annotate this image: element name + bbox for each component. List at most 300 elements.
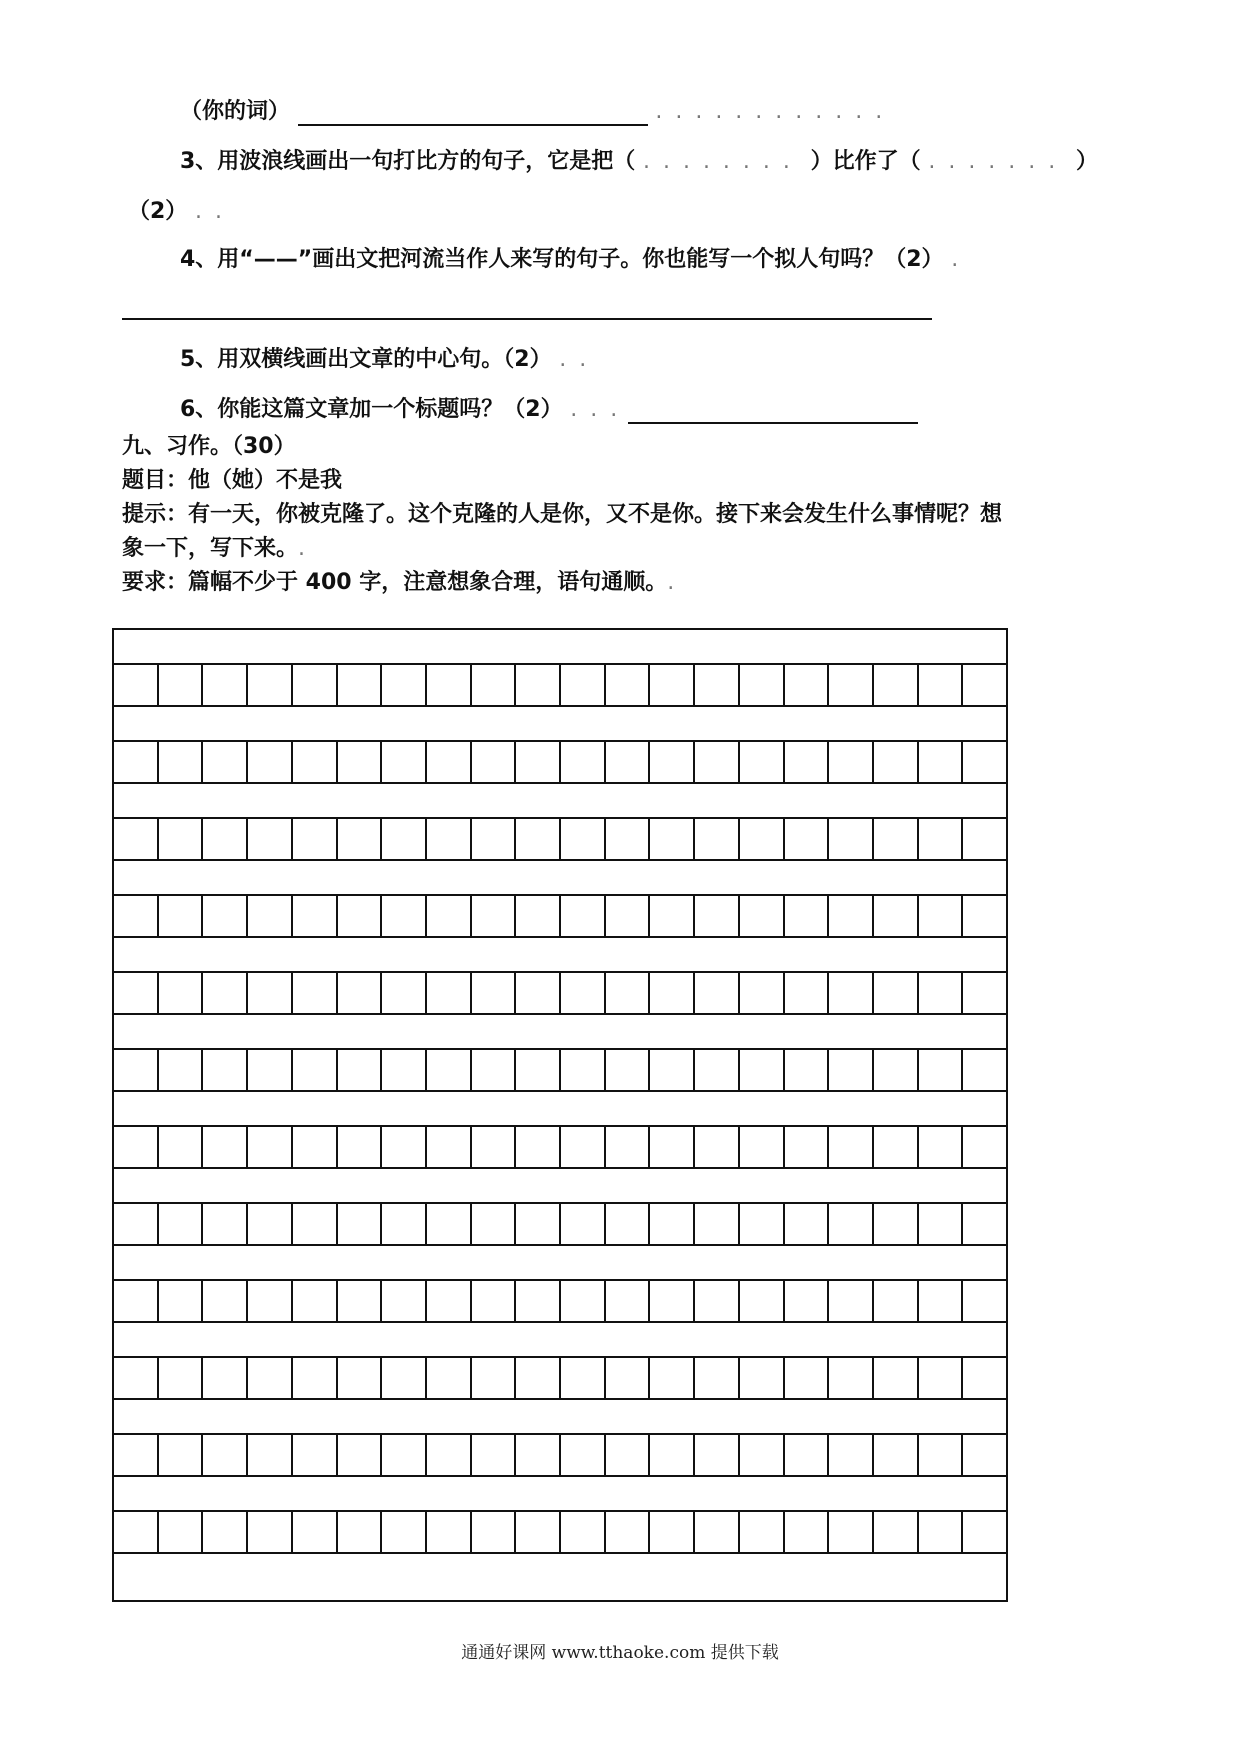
grid-cell[interactable] bbox=[338, 1204, 383, 1244]
grid-cell[interactable] bbox=[561, 819, 606, 859]
grid-cell[interactable] bbox=[606, 973, 651, 1013]
grid-cell[interactable] bbox=[203, 1512, 248, 1552]
grid-cell[interactable] bbox=[650, 1204, 695, 1244]
grid-cell[interactable] bbox=[516, 896, 561, 936]
grid-cell[interactable] bbox=[740, 819, 785, 859]
dot-leader: . . . bbox=[570, 397, 621, 422]
grid-cell[interactable] bbox=[293, 1204, 338, 1244]
grid-cell[interactable] bbox=[919, 896, 964, 936]
grid-cell[interactable] bbox=[829, 1435, 874, 1475]
grid-cell[interactable] bbox=[695, 1281, 740, 1321]
grid-cell[interactable] bbox=[740, 973, 785, 1013]
grid-cell[interactable] bbox=[695, 1127, 740, 1167]
grid-cell[interactable] bbox=[695, 819, 740, 859]
grid-cell[interactable] bbox=[427, 1281, 472, 1321]
dot-leader: . . . . . . . . . . . . bbox=[655, 99, 886, 124]
grid-cell[interactable] bbox=[203, 1358, 248, 1398]
grid-cell[interactable] bbox=[159, 1358, 204, 1398]
grid-row bbox=[114, 665, 1006, 707]
grid-row bbox=[114, 1050, 1006, 1092]
grid-cell[interactable] bbox=[516, 1512, 561, 1552]
grid-cell[interactable] bbox=[650, 1512, 695, 1552]
grid-cell[interactable] bbox=[963, 1050, 1006, 1090]
grid-cell[interactable] bbox=[114, 819, 159, 859]
grid-cell[interactable] bbox=[606, 1435, 651, 1475]
grid-cell[interactable] bbox=[874, 973, 919, 1013]
grid-cell[interactable] bbox=[203, 819, 248, 859]
grid-cell[interactable] bbox=[114, 1127, 159, 1167]
grid-cell[interactable] bbox=[606, 896, 651, 936]
grid-cell[interactable] bbox=[785, 819, 830, 859]
grid-cell[interactable] bbox=[472, 819, 517, 859]
grid-cell[interactable] bbox=[516, 1281, 561, 1321]
grid-cell[interactable] bbox=[695, 973, 740, 1013]
grid-cell[interactable] bbox=[114, 1204, 159, 1244]
grid-cell[interactable] bbox=[740, 896, 785, 936]
grid-cell[interactable] bbox=[516, 1435, 561, 1475]
grid-cell[interactable] bbox=[338, 1358, 383, 1398]
question-5 bbox=[180, 346, 589, 374]
grid-cell[interactable] bbox=[338, 819, 383, 859]
grid-cell[interactable] bbox=[472, 1204, 517, 1244]
grid-cell[interactable] bbox=[740, 1512, 785, 1552]
grid-cell[interactable] bbox=[919, 1512, 964, 1552]
essay-requirement bbox=[122, 568, 677, 598]
essay-title: 题目：他（她）不是我 bbox=[122, 468, 343, 493]
grid-cell[interactable] bbox=[427, 973, 472, 1013]
grid-cell[interactable] bbox=[919, 1204, 964, 1244]
grid-cell[interactable] bbox=[159, 1050, 204, 1090]
grid-cell[interactable] bbox=[159, 1512, 204, 1552]
grid-cell[interactable] bbox=[650, 1050, 695, 1090]
grid-cell[interactable] bbox=[606, 1127, 651, 1167]
grid-cell[interactable] bbox=[472, 1127, 517, 1167]
grid-cell[interactable] bbox=[472, 1050, 517, 1090]
grid-cell[interactable] bbox=[114, 973, 159, 1013]
grid-cell[interactable] bbox=[293, 1050, 338, 1090]
grid-cell[interactable] bbox=[203, 973, 248, 1013]
grid-cell[interactable] bbox=[919, 819, 964, 859]
grid-row bbox=[114, 1127, 1006, 1169]
grid-cell[interactable] bbox=[248, 742, 293, 782]
grid-cell[interactable] bbox=[785, 1281, 830, 1321]
grid-cell[interactable] bbox=[740, 1050, 785, 1090]
grid-cell[interactable] bbox=[427, 1358, 472, 1398]
grid-cell[interactable] bbox=[740, 665, 785, 705]
grid-cell[interactable] bbox=[248, 1512, 293, 1552]
grid-cell[interactable] bbox=[740, 1204, 785, 1244]
grid-cell[interactable] bbox=[561, 1435, 606, 1475]
grid-cell[interactable] bbox=[382, 1435, 427, 1475]
grid-cell[interactable] bbox=[561, 1358, 606, 1398]
grid-spacer-row bbox=[114, 1092, 1006, 1127]
grid-cell[interactable] bbox=[650, 665, 695, 705]
grid-cell[interactable] bbox=[874, 896, 919, 936]
grid-cell[interactable] bbox=[829, 819, 874, 859]
section-9-heading: 九、习作。（30） bbox=[122, 434, 296, 459]
grid-cell[interactable] bbox=[919, 742, 964, 782]
grid-cell[interactable] bbox=[561, 1127, 606, 1167]
grid-cell[interactable] bbox=[829, 665, 874, 705]
grid-cell[interactable] bbox=[159, 1127, 204, 1167]
grid-cell[interactable] bbox=[248, 1435, 293, 1475]
grid-cell[interactable] bbox=[919, 1435, 964, 1475]
grid-cell[interactable] bbox=[203, 1050, 248, 1090]
q3-blank-1[interactable]: . . . . . . . . bbox=[642, 149, 793, 174]
dot-leader: . bbox=[951, 247, 962, 272]
grid-cell[interactable] bbox=[293, 973, 338, 1013]
grid-cell[interactable] bbox=[829, 1512, 874, 1552]
grid-cell[interactable] bbox=[248, 1127, 293, 1167]
grid-cell[interactable] bbox=[919, 1127, 964, 1167]
grid-row bbox=[114, 1435, 1006, 1477]
grid-cell[interactable] bbox=[159, 819, 204, 859]
grid-cell[interactable] bbox=[695, 1512, 740, 1552]
grid-cell[interactable] bbox=[606, 742, 651, 782]
grid-cell[interactable] bbox=[293, 1512, 338, 1552]
grid-cell[interactable] bbox=[427, 665, 472, 705]
grid-cell[interactable] bbox=[159, 1281, 204, 1321]
grid-cell[interactable] bbox=[427, 742, 472, 782]
grid-cell[interactable] bbox=[874, 742, 919, 782]
grid-cell[interactable] bbox=[606, 1281, 651, 1321]
grid-cell[interactable] bbox=[382, 1512, 427, 1552]
grid-cell[interactable] bbox=[785, 742, 830, 782]
grid-cell[interactable] bbox=[650, 896, 695, 936]
grid-cell[interactable] bbox=[919, 665, 964, 705]
grid-cell[interactable] bbox=[114, 1435, 159, 1475]
grid-cell[interactable] bbox=[293, 1358, 338, 1398]
grid-cell[interactable] bbox=[650, 1435, 695, 1475]
dot-leader: . bbox=[667, 570, 678, 595]
grid-cell[interactable] bbox=[516, 742, 561, 782]
grid-cell[interactable] bbox=[114, 1358, 159, 1398]
grid-cell[interactable] bbox=[114, 1512, 159, 1552]
grid-row bbox=[114, 819, 1006, 861]
grid-cell[interactable] bbox=[248, 896, 293, 936]
grid-cell[interactable] bbox=[650, 1127, 695, 1167]
grid-cell[interactable] bbox=[874, 665, 919, 705]
grid-cell[interactable] bbox=[919, 1281, 964, 1321]
grid-cell[interactable] bbox=[159, 1204, 204, 1244]
grid-cell[interactable] bbox=[740, 1435, 785, 1475]
grid-cell[interactable] bbox=[338, 742, 383, 782]
dot-leader: . . bbox=[194, 199, 225, 224]
grid-spacer-row bbox=[114, 1477, 1006, 1512]
grid-cell[interactable] bbox=[919, 1358, 964, 1398]
grid-cell[interactable] bbox=[829, 1358, 874, 1398]
grid-spacer-row bbox=[114, 938, 1006, 973]
grid-cell[interactable] bbox=[248, 1050, 293, 1090]
grid-cell[interactable] bbox=[427, 1204, 472, 1244]
grid-cell[interactable] bbox=[963, 973, 1006, 1013]
q3-blank-2[interactable]: . . . . . . . bbox=[928, 149, 1059, 174]
grid-cell[interactable] bbox=[606, 1512, 651, 1552]
grid-spacer-row bbox=[114, 707, 1006, 742]
grid-cell[interactable] bbox=[874, 1281, 919, 1321]
footer-text: 通通好课网 www.tthaoke.com 提供下载 bbox=[461, 1643, 779, 1663]
grid-cell[interactable] bbox=[650, 973, 695, 1013]
essay-hint-line-1: 提示：有一天，你被克隆了。这个克隆的人是你，又不是你。接下来会发生什么事情呢？想 bbox=[122, 502, 1003, 527]
grid-row bbox=[114, 1358, 1006, 1400]
your-word-line bbox=[180, 98, 885, 126]
grid-cell[interactable] bbox=[874, 819, 919, 859]
grid-cell[interactable] bbox=[829, 1204, 874, 1244]
your-word-blank[interactable] bbox=[298, 102, 648, 126]
grid-cell[interactable] bbox=[963, 1204, 1006, 1244]
grid-cell[interactable] bbox=[785, 1050, 830, 1090]
q3-text-a: 3、用波浪线画出一句打比方的句子，它是把（ bbox=[180, 149, 636, 174]
grid-cell[interactable] bbox=[561, 1050, 606, 1090]
grid-cell[interactable] bbox=[338, 1435, 383, 1475]
essay-hint-line-2-text: 象一下，写下来。 bbox=[122, 536, 299, 561]
q6-title-blank[interactable] bbox=[628, 400, 918, 424]
grid-cell[interactable] bbox=[427, 1512, 472, 1552]
grid-cell[interactable] bbox=[338, 665, 383, 705]
grid-cell[interactable] bbox=[829, 973, 874, 1013]
grid-cell[interactable] bbox=[829, 742, 874, 782]
grid-cell[interactable] bbox=[248, 1204, 293, 1244]
grid-cell[interactable] bbox=[382, 896, 427, 936]
grid-cell[interactable] bbox=[695, 1204, 740, 1244]
grid-cell[interactable] bbox=[203, 742, 248, 782]
grid-cell[interactable] bbox=[785, 665, 830, 705]
grid-cell[interactable] bbox=[785, 1358, 830, 1398]
grid-cell[interactable] bbox=[516, 665, 561, 705]
dot-leader: . bbox=[298, 536, 309, 561]
grid-cell[interactable] bbox=[874, 1435, 919, 1475]
grid-cell[interactable] bbox=[829, 1127, 874, 1167]
grid-cell[interactable] bbox=[561, 1204, 606, 1244]
grid-cell[interactable] bbox=[874, 1050, 919, 1090]
question-6 bbox=[180, 396, 918, 424]
grid-cell[interactable] bbox=[293, 819, 338, 859]
grid-cell[interactable] bbox=[114, 1281, 159, 1321]
grid-cell[interactable] bbox=[427, 1050, 472, 1090]
grid-cell[interactable] bbox=[829, 1281, 874, 1321]
grid-spacer-row bbox=[114, 1400, 1006, 1435]
grid-cell[interactable] bbox=[248, 819, 293, 859]
essay-requirement-text: 要求：篇幅不少于 400 字，注意想象合理，语句通顺。 bbox=[122, 570, 668, 595]
grid-spacer-row bbox=[114, 1015, 1006, 1050]
grid-cell[interactable] bbox=[606, 1358, 651, 1398]
grid-cell[interactable] bbox=[159, 742, 204, 782]
grid-cell[interactable] bbox=[963, 896, 1006, 936]
grid-row bbox=[114, 1512, 1006, 1554]
grid-row bbox=[114, 1281, 1006, 1323]
grid-cell[interactable] bbox=[785, 1512, 830, 1552]
grid-cell[interactable] bbox=[382, 1127, 427, 1167]
grid-cell[interactable] bbox=[427, 819, 472, 859]
grid-cell[interactable] bbox=[695, 742, 740, 782]
grid-cell[interactable] bbox=[203, 665, 248, 705]
grid-cell[interactable] bbox=[472, 1281, 517, 1321]
grid-cell[interactable] bbox=[382, 1204, 427, 1244]
grid-cell[interactable] bbox=[472, 665, 517, 705]
grid-cell[interactable] bbox=[114, 896, 159, 936]
grid-cell[interactable] bbox=[740, 1281, 785, 1321]
question-3-score bbox=[128, 198, 225, 226]
grid-cell[interactable] bbox=[874, 1204, 919, 1244]
grid-cell[interactable] bbox=[874, 1512, 919, 1552]
grid-cell[interactable] bbox=[203, 1127, 248, 1167]
grid-cell[interactable] bbox=[203, 896, 248, 936]
grid-cell[interactable] bbox=[963, 665, 1006, 705]
grid-cell[interactable] bbox=[650, 742, 695, 782]
grid-cell[interactable] bbox=[516, 1204, 561, 1244]
grid-cell[interactable] bbox=[606, 1050, 651, 1090]
grid-cell[interactable] bbox=[606, 819, 651, 859]
grid-cell[interactable] bbox=[382, 1281, 427, 1321]
grid-cell[interactable] bbox=[874, 1358, 919, 1398]
grid-cell[interactable] bbox=[472, 1512, 517, 1552]
grid-cell[interactable] bbox=[248, 973, 293, 1013]
grid-cell[interactable] bbox=[561, 665, 606, 705]
grid-cell[interactable] bbox=[382, 1358, 427, 1398]
grid-cell[interactable] bbox=[919, 973, 964, 1013]
grid-cell[interactable] bbox=[248, 1358, 293, 1398]
grid-cell[interactable] bbox=[516, 1050, 561, 1090]
q4-text: 4、用“——”画出文把河流当作人来写的句子。你也能写一个拟人句吗？（2） bbox=[180, 247, 944, 272]
dot-leader: . . bbox=[559, 347, 590, 372]
grid-cell[interactable] bbox=[785, 1435, 830, 1475]
question-4 bbox=[180, 246, 961, 274]
grid-cell[interactable] bbox=[785, 973, 830, 1013]
writing-grid bbox=[112, 628, 1008, 1602]
grid-cell[interactable] bbox=[919, 1050, 964, 1090]
grid-spacer-row bbox=[114, 630, 1006, 665]
grid-cell[interactable] bbox=[963, 1281, 1006, 1321]
grid-cell[interactable] bbox=[203, 1281, 248, 1321]
grid-cell[interactable] bbox=[561, 1281, 606, 1321]
grid-cell[interactable] bbox=[874, 1127, 919, 1167]
your-word-label: （你的词） bbox=[180, 99, 291, 124]
grid-cell[interactable] bbox=[963, 819, 1006, 859]
grid-cell[interactable] bbox=[248, 665, 293, 705]
grid-cell[interactable] bbox=[516, 1127, 561, 1167]
grid-cell[interactable] bbox=[516, 1358, 561, 1398]
grid-spacer-row bbox=[114, 1169, 1006, 1204]
grid-cell[interactable] bbox=[740, 742, 785, 782]
grid-cell[interactable] bbox=[293, 896, 338, 936]
grid-cell[interactable] bbox=[695, 1435, 740, 1475]
grid-cell[interactable] bbox=[740, 1358, 785, 1398]
grid-cell[interactable] bbox=[114, 665, 159, 705]
grid-cell[interactable] bbox=[248, 1281, 293, 1321]
q6-text: 6、你能这篇文章加一个标题吗？（2） bbox=[180, 397, 563, 422]
grid-cell[interactable] bbox=[963, 1358, 1006, 1398]
essay-hint-line-2 bbox=[122, 534, 308, 564]
grid-cell[interactable] bbox=[159, 1435, 204, 1475]
q3-score: （2） bbox=[128, 199, 188, 224]
grid-cell[interactable] bbox=[427, 1127, 472, 1167]
grid-cell[interactable] bbox=[606, 1204, 651, 1244]
grid-cell[interactable] bbox=[159, 973, 204, 1013]
grid-cell[interactable] bbox=[382, 665, 427, 705]
grid-cell[interactable] bbox=[159, 665, 204, 705]
grid-cell[interactable] bbox=[203, 1435, 248, 1475]
grid-cell[interactable] bbox=[472, 742, 517, 782]
grid-spacer-row bbox=[114, 861, 1006, 896]
grid-cell[interactable] bbox=[829, 1050, 874, 1090]
grid-cell[interactable] bbox=[650, 819, 695, 859]
grid-cell[interactable] bbox=[203, 1204, 248, 1244]
grid-cell[interactable] bbox=[159, 896, 204, 936]
q4-answer-line[interactable] bbox=[122, 318, 932, 320]
grid-cell[interactable] bbox=[382, 973, 427, 1013]
grid-cell[interactable] bbox=[382, 819, 427, 859]
grid-cell[interactable] bbox=[472, 1435, 517, 1475]
q3-text-b: ）比作了（ bbox=[810, 149, 921, 174]
grid-cell[interactable] bbox=[561, 1512, 606, 1552]
grid-cell[interactable] bbox=[561, 742, 606, 782]
grid-cell[interactable] bbox=[695, 1050, 740, 1090]
grid-cell[interactable] bbox=[472, 973, 517, 1013]
grid-cell[interactable] bbox=[472, 896, 517, 936]
grid-spacer-row bbox=[114, 1554, 1006, 1589]
grid-cell[interactable] bbox=[561, 973, 606, 1013]
grid-cell[interactable] bbox=[695, 665, 740, 705]
grid-cell[interactable] bbox=[606, 665, 651, 705]
grid-cell[interactable] bbox=[740, 1127, 785, 1167]
grid-cell[interactable] bbox=[963, 1127, 1006, 1167]
grid-row bbox=[114, 742, 1006, 784]
grid-cell[interactable] bbox=[382, 1050, 427, 1090]
grid-row bbox=[114, 1204, 1006, 1246]
grid-cell[interactable] bbox=[650, 1281, 695, 1321]
grid-cell[interactable] bbox=[338, 1050, 383, 1090]
grid-cell[interactable] bbox=[650, 1358, 695, 1398]
grid-cell[interactable] bbox=[293, 1435, 338, 1475]
grid-cell[interactable] bbox=[293, 1127, 338, 1167]
grid-cell[interactable] bbox=[338, 1281, 383, 1321]
grid-cell[interactable] bbox=[472, 1358, 517, 1398]
grid-cell[interactable] bbox=[293, 742, 338, 782]
grid-cell[interactable] bbox=[293, 665, 338, 705]
q3-text-c: ） bbox=[1076, 149, 1099, 174]
grid-cell[interactable] bbox=[561, 896, 606, 936]
grid-cell[interactable] bbox=[114, 1050, 159, 1090]
grid-spacer-row bbox=[114, 784, 1006, 819]
grid-cell[interactable] bbox=[695, 1358, 740, 1398]
grid-cell[interactable] bbox=[338, 1512, 383, 1552]
grid-cell[interactable] bbox=[785, 1127, 830, 1167]
q5-text: 5、用双横线画出文章的中心句。（2） bbox=[180, 347, 552, 372]
grid-cell[interactable] bbox=[516, 973, 561, 1013]
grid-cell[interactable] bbox=[427, 1435, 472, 1475]
grid-cell[interactable] bbox=[785, 1204, 830, 1244]
grid-cell[interactable] bbox=[516, 819, 561, 859]
grid-cell[interactable] bbox=[114, 742, 159, 782]
grid-cell[interactable] bbox=[427, 896, 472, 936]
question-3 bbox=[180, 148, 1098, 176]
grid-cell[interactable] bbox=[382, 742, 427, 782]
grid-row bbox=[114, 896, 1006, 938]
grid-cell[interactable] bbox=[695, 896, 740, 936]
grid-cell[interactable] bbox=[785, 896, 830, 936]
grid-cell[interactable] bbox=[338, 973, 383, 1013]
grid-cell[interactable] bbox=[829, 896, 874, 936]
grid-spacer-row bbox=[114, 1323, 1006, 1358]
grid-row bbox=[114, 973, 1006, 1015]
grid-cell[interactable] bbox=[338, 896, 383, 936]
grid-spacer-row bbox=[114, 1246, 1006, 1281]
grid-cell[interactable] bbox=[963, 742, 1006, 782]
grid-cell[interactable] bbox=[338, 1127, 383, 1167]
grid-cell[interactable] bbox=[293, 1281, 338, 1321]
grid-cell[interactable] bbox=[963, 1512, 1006, 1552]
grid-cell[interactable] bbox=[963, 1435, 1006, 1475]
